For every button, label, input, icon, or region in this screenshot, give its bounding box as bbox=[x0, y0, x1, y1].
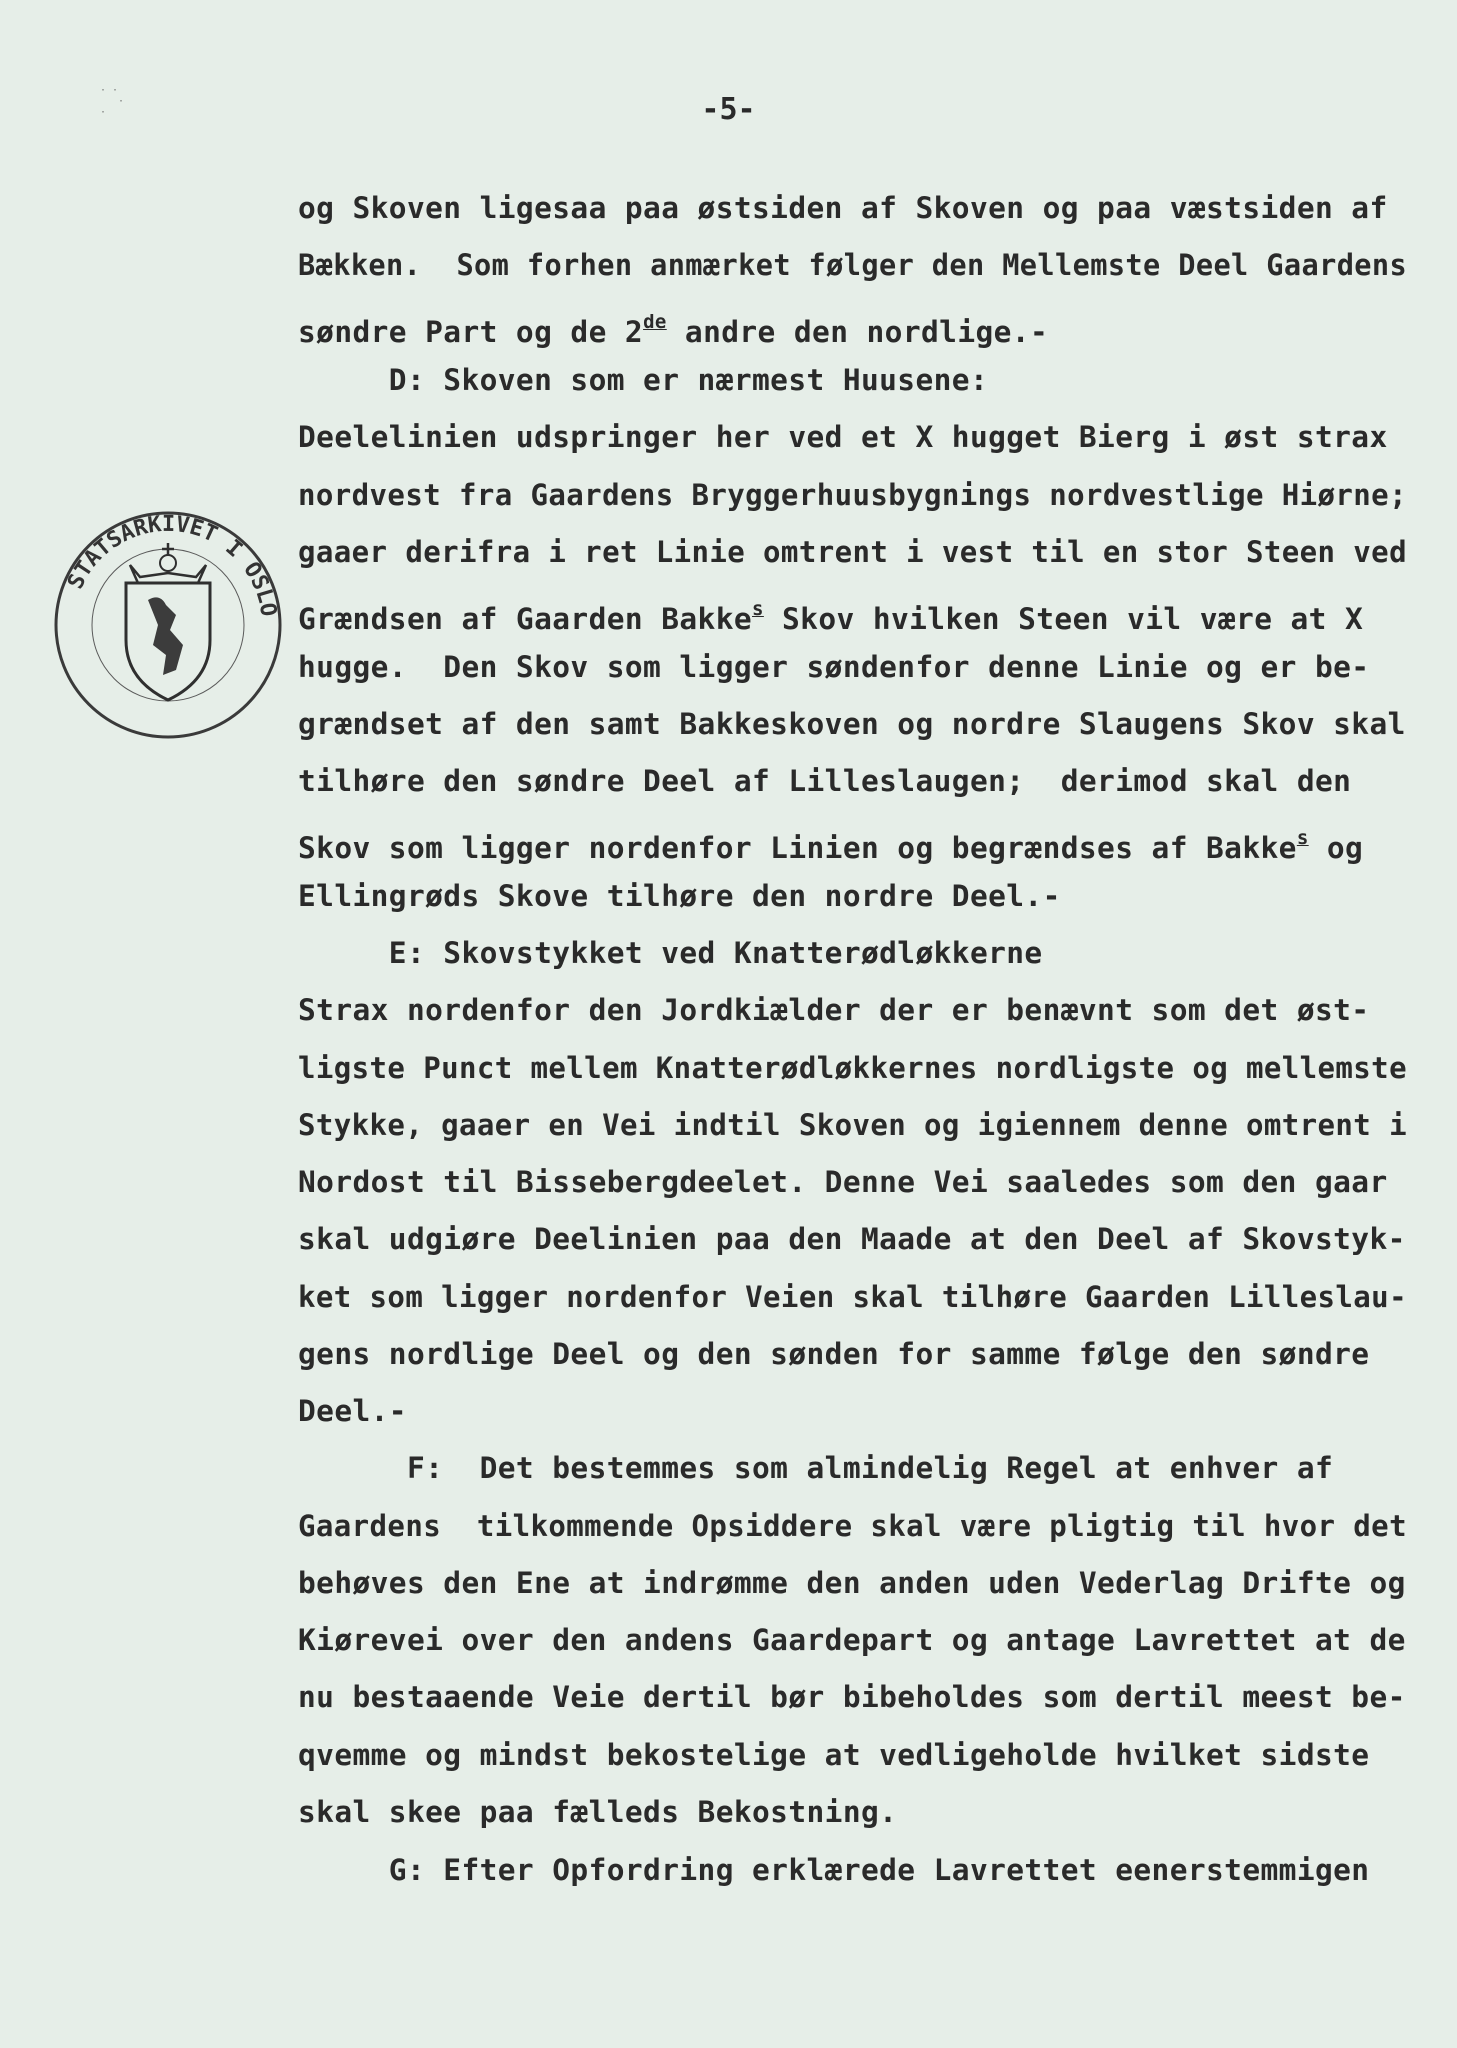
text-segment: Skov hvilken Steen vil være at X bbox=[763, 602, 1364, 636]
text-line: Kiørevei over den andens Gaardepart og antage Lavrettet at de bbox=[298, 1623, 1406, 1657]
text-line: grændset af den samt Bakkeskoven og nordre Slaugens Skov skal bbox=[298, 707, 1406, 741]
text-segment: Skov som ligger nordenfor Linien og begrændses af Bakke bbox=[298, 831, 1297, 865]
text-line: gens nordlige Deel og den sønden for samme følge den søndre bbox=[298, 1337, 1370, 1371]
stamp-text: STATSARKIVET I OSLO bbox=[63, 511, 281, 619]
text-line bbox=[298, 820, 1363, 866]
superscript: s bbox=[752, 598, 764, 620]
text-line bbox=[298, 591, 1363, 637]
text-line: G: Efter Opfordring erklærede Lavrettet eenerstemmigen bbox=[298, 1853, 1370, 1887]
text-line bbox=[298, 304, 1048, 350]
archive-stamp-icon bbox=[48, 505, 288, 745]
text-line: ligste Punct mellem Knatterødløkkernes nordligste og mellemste bbox=[298, 1051, 1407, 1085]
text-line: ket som ligger nordenfor Veien skal tilhøre Gaarden Lilleslau- bbox=[298, 1280, 1407, 1314]
text-line: Gaardens tilkommende Opsiddere skal være pligtig til hvor det bbox=[298, 1509, 1407, 1543]
superscript: de bbox=[643, 311, 667, 333]
text-line: behøves den Ene at indrømme den anden uden Vederlag Drifte og bbox=[298, 1566, 1406, 1600]
text-line: F: Det bestemmes som almindelig Regel at enhver af bbox=[298, 1451, 1334, 1485]
text-line: skal skee paa fælleds Bekostning. bbox=[298, 1795, 898, 1829]
text-line: tilhøre den søndre Deel af Lilleslaugen; derimod skal den bbox=[298, 764, 1352, 798]
text-line: Stykke, gaaer en Vei indtil Skoven og igiennem denne omtrent i bbox=[298, 1108, 1407, 1142]
superscript: s bbox=[1296, 827, 1309, 849]
text-segment: Grændsen af Gaarden Bakke bbox=[298, 602, 753, 636]
text-line: D: Skoven som er nærmest Huusene: bbox=[298, 363, 989, 397]
text-line: Ellingrøds Skove tilhøre den nordre Deel.- bbox=[298, 879, 1061, 913]
text-segment: andre den nordlige.- bbox=[666, 315, 1049, 349]
text-line: E: Skovstykket ved Knatterødløkkerne bbox=[298, 936, 1043, 970]
text-segment: og bbox=[1308, 831, 1364, 865]
margin-specks: · · · · bbox=[100, 85, 125, 118]
text-line: Bækken. Som forhen anmærket følger den Mellemste Deel Gaardens bbox=[298, 248, 1408, 282]
text-line: hugge. Den Skov som ligger søndenfor denne Linie og er be- bbox=[298, 650, 1370, 684]
text-line: og Skoven ligesaa paa østsiden af Skoven og paa væstsiden af bbox=[298, 191, 1388, 225]
text-line: Nordost til Bissebergdeelet. Denne Vei saaledes som den gaar bbox=[298, 1165, 1388, 1199]
text-line: Strax nordenfor den Jordkiælder der er benævnt som det øst- bbox=[298, 993, 1370, 1027]
text-line: nu bestaaende Veie dertil bør bibeholdes som dertil meest be- bbox=[298, 1680, 1406, 1714]
text-segment: søndre Part og de 2 bbox=[298, 315, 644, 349]
text-line: skal udgiøre Deelinien paa den Maade at den Deel af Skovstyk- bbox=[298, 1222, 1406, 1256]
text-line: qvemme og mindst bekostelige at vedligeholde hvilket sidste bbox=[298, 1738, 1370, 1772]
text-line: Deel.- bbox=[298, 1394, 407, 1428]
text-line: Deelelinien udspringer her ved et X hugget Bierg i øst strax bbox=[298, 420, 1388, 454]
text-line: nordvest fra Gaardens Bryggerhuusbygnings nordvestlige Hiørne; bbox=[298, 478, 1407, 512]
page-number: -5- bbox=[701, 92, 756, 127]
text-line: gaaer derifra i ret Linie omtrent i vest til en stor Steen ved bbox=[298, 535, 1407, 569]
